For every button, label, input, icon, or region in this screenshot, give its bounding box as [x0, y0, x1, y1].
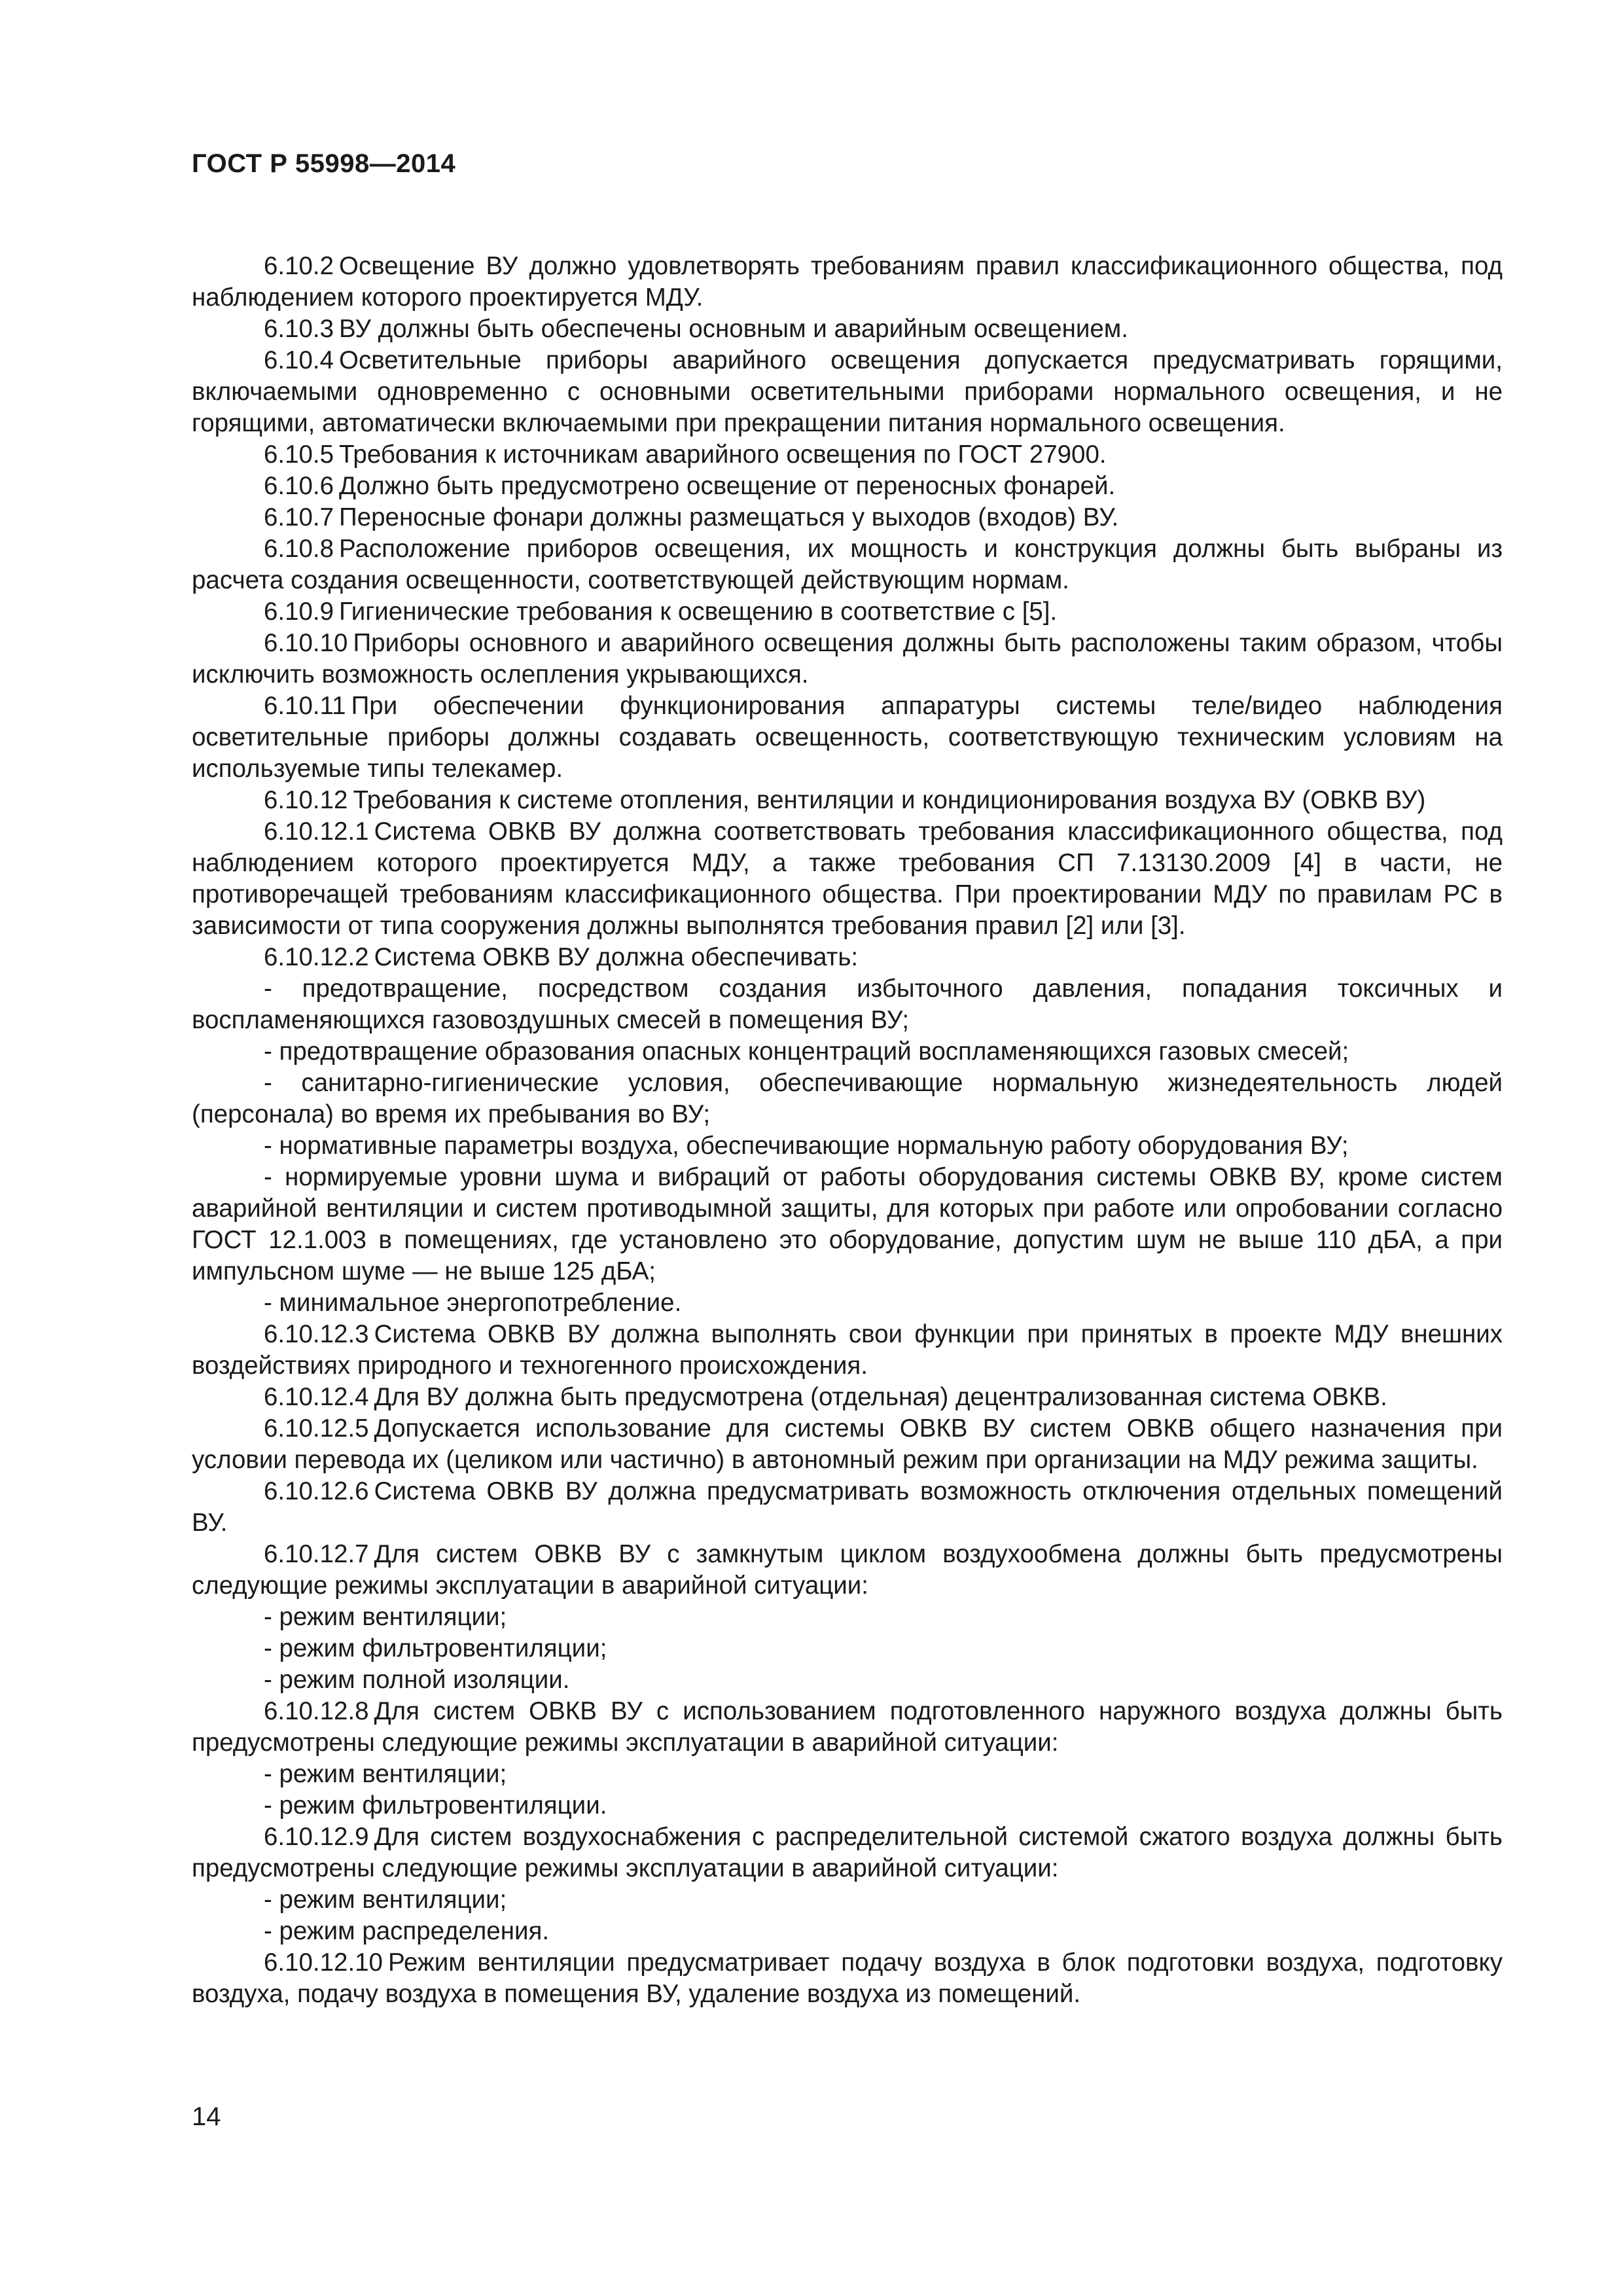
clause-text: Требования к системе отопления, вентиляции и кондиционирования воздуха ВУ (ОВКВ ВУ)	[353, 786, 1426, 814]
clause-number: 6.10.12.1	[264, 817, 369, 846]
clause-number: 6.10.12.7	[264, 1540, 369, 1568]
clause-text: - минимальное энергопотребление.	[264, 1289, 682, 1317]
clause-text: Допускается использование для системы ОВКВ ВУ систем ОВКВ общего назначения при условии перевода их (целиком или частично) в автономный режим при организации на МДУ режима защиты.	[192, 1414, 1503, 1474]
clause-paragraph	[192, 251, 1503, 314]
clause-number: 6.10.12	[264, 786, 348, 814]
list-item	[192, 973, 1503, 1036]
clause-number: 6.10.3	[264, 315, 334, 343]
clause-paragraph	[192, 1696, 1503, 1759]
list-item	[192, 1916, 1503, 1947]
list-item	[192, 1130, 1503, 1162]
clause-text: Для систем ОВКВ ВУ с замкнутым циклом воздухообмена должны быть предусмотрены следующие режимы эксплуатации в аварийной ситуации:	[192, 1540, 1503, 1600]
list-item	[192, 1633, 1503, 1664]
clause-text: Система ОВКВ ВУ должна выполнять свои функции при принятых в проекте МДУ внешних воздействиях природного и техногенного происхождения.	[192, 1320, 1503, 1380]
clause-text: Освещение ВУ должно удовлетворять требованиям правил классификационного общества, под наблюдением которого проектируется МДУ.	[192, 252, 1503, 312]
clause-number: 6.10.8	[264, 535, 334, 563]
clause-text: - санитарно-гигиенические условия, обеспечивающие нормальную жизнедеятельность людей (персонала) во время их пребывания во ВУ;	[192, 1069, 1503, 1128]
clause-text: Система ОВКВ ВУ должна предусматривать возможность отключения отдельных помещений ВУ.	[192, 1477, 1503, 1537]
clause-number: 6.10.10	[264, 629, 348, 657]
clause-text: Должно быть предусмотрено освещение от переносных фонарей.	[339, 472, 1116, 500]
clause-number: 6.10.6	[264, 472, 334, 500]
document-body	[192, 251, 1503, 2010]
clause-text: Приборы основного и аварийного освещения должны быть расположены таким образом, чтобы исключить возможность ослепления укрывающихся.	[192, 629, 1503, 689]
clause-text: Осветительные приборы аварийного освещения допускается предусматривать горящими, включаемыми одновременно с основными осветительными приборами нормального освещения, и не горящими, автоматически включаемыми при прекращении питания нормального освещения.	[192, 346, 1503, 437]
clause-text: - режим распределения.	[264, 1917, 550, 1945]
clause-paragraph	[192, 596, 1503, 628]
clause-text: - режим фильтровентиляции;	[264, 1634, 607, 1662]
list-item	[192, 1036, 1503, 1067]
clause-number: 6.10.12.4	[264, 1383, 369, 1411]
clause-number: 6.10.12.3	[264, 1320, 369, 1348]
clause-paragraph	[192, 502, 1503, 533]
clause-paragraph	[192, 785, 1503, 816]
clause-text: Для систем воздухоснабжения с распределительной системой сжатого воздуха должны быть предусмотрены следующие режимы эксплуатации в аварийной ситуации:	[192, 1823, 1503, 1882]
clause-text: Система ОВКВ ВУ должна соответствовать требования классификационного общества, под наблюдением которого проектируется МДУ, а также требования СП 7.13130.2009 [4] в части, не противоречащей требованиям классификационного общества. При проектировании МДУ по правилам РС в зависимости от типа сооружения должны выполнятся требования правил [2] или [3].	[192, 817, 1503, 940]
clause-text: ВУ должны быть обеспечены основным и аварийным освещением.	[339, 315, 1128, 343]
clause-text: Режим вентиляции предусматривает подачу воздуха в блок подготовки воздуха, подготовку воздуха, подачу воздуха в помещения ВУ, удаление воздуха из помещений.	[192, 1948, 1503, 2008]
clause-paragraph	[192, 1319, 1503, 1382]
clause-number: 6.10.2	[264, 252, 334, 280]
clause-paragraph	[192, 816, 1503, 942]
clause-number: 6.10.12.2	[264, 943, 369, 971]
clause-text: - режим вентиляции;	[264, 1760, 507, 1788]
clause-number: 6.10.11	[264, 692, 346, 720]
clause-text: Для систем ОВКВ ВУ с использованием подготовленного наружного воздуха должны быть предусмотрены следующие режимы эксплуатации в аварийной ситуации:	[192, 1697, 1503, 1757]
clause-paragraph	[192, 533, 1503, 596]
clause-paragraph	[192, 345, 1503, 439]
clause-number: 6.10.12.5	[264, 1414, 369, 1443]
clause-number: 6.10.12.6	[264, 1477, 369, 1505]
clause-text: - режим вентиляции;	[264, 1886, 507, 1914]
clause-paragraph	[192, 1821, 1503, 1884]
clause-text: Расположение приборов освещения, их мощность и конструкция должны быть выбраны из расчета создания освещенности, соответствующей действующим нормам.	[192, 535, 1503, 594]
clause-paragraph	[192, 314, 1503, 345]
clause-text: - режим фильтровентиляции.	[264, 1791, 607, 1820]
list-item	[192, 1884, 1503, 1916]
clause-number: 6.10.12.10	[264, 1948, 383, 1977]
clause-text: При обеспечении функционирования аппаратуры системы теле/видео наблюдения осветительные приборы должны создавать освещенность, соответствующую техническим условиям на используемые типы телекамер.	[192, 692, 1503, 783]
clause-paragraph	[192, 691, 1503, 785]
clause-paragraph	[192, 1476, 1503, 1539]
list-item	[192, 1162, 1503, 1287]
clause-number: 6.10.9	[264, 598, 334, 626]
clause-paragraph	[192, 1382, 1503, 1413]
clause-paragraph	[192, 1413, 1503, 1476]
clause-text: - нормируемые уровни шума и вибраций от работы оборудования системы ОВКВ ВУ, кроме систем аварийной вентиляции и систем противодымной защиты, для которых при работе или опробовании согласно ГОСТ 12.1.003 в помещениях, где установлено это оборудование, допустим шум не выше 110 дБА, а при импульсном шуме — не выше 125 дБА;	[192, 1163, 1503, 1285]
clause-text: - режим вентиляции;	[264, 1603, 507, 1631]
clause-text: - предотвращение образования опасных концентраций воспламеняющихся газовых смесей;	[264, 1037, 1349, 1066]
list-item	[192, 1664, 1503, 1696]
clause-text: - режим полной изоляции.	[264, 1666, 570, 1694]
clause-paragraph	[192, 942, 1503, 973]
clause-number: 6.10.12.8	[264, 1697, 369, 1725]
clause-text: - предотвращение, посредством создания избыточного давления, попадания токсичных и воспламеняющихся газовоздушных смесей в помещения ВУ;	[192, 975, 1503, 1034]
list-item	[192, 1759, 1503, 1790]
clause-number: 6.10.4	[264, 346, 334, 374]
clause-number: 6.10.12.9	[264, 1823, 369, 1851]
clause-text: Требования к источникам аварийного освещения по ГОСТ 27900.	[339, 440, 1107, 469]
clause-text: Система ОВКВ ВУ должна обеспечивать:	[374, 943, 859, 971]
document-header: ГОСТ Р 55998—2014	[192, 149, 456, 178]
list-item	[192, 1067, 1503, 1130]
clause-number: 6.10.5	[264, 440, 334, 469]
page-number: 14	[192, 2102, 221, 2131]
list-item	[192, 1602, 1503, 1633]
clause-paragraph	[192, 1947, 1503, 2010]
clause-text: Для ВУ должна быть предусмотрена (отдельная) децентрализованная система ОВКВ.	[374, 1383, 1387, 1411]
clause-paragraph	[192, 471, 1503, 502]
clause-text: - нормативные параметры воздуха, обеспечивающие нормальную работу оборудования ВУ;	[264, 1132, 1349, 1160]
clause-text: Гигиенические требования к освещению в соответствие с [5].	[339, 598, 1058, 626]
clause-paragraph	[192, 1539, 1503, 1602]
list-item	[192, 1287, 1503, 1319]
clause-text: Переносные фонари должны размещаться у выходов (входов) ВУ.	[339, 503, 1119, 531]
clause-number: 6.10.7	[264, 503, 334, 531]
clause-paragraph	[192, 628, 1503, 691]
clause-paragraph	[192, 439, 1503, 471]
list-item	[192, 1790, 1503, 1821]
